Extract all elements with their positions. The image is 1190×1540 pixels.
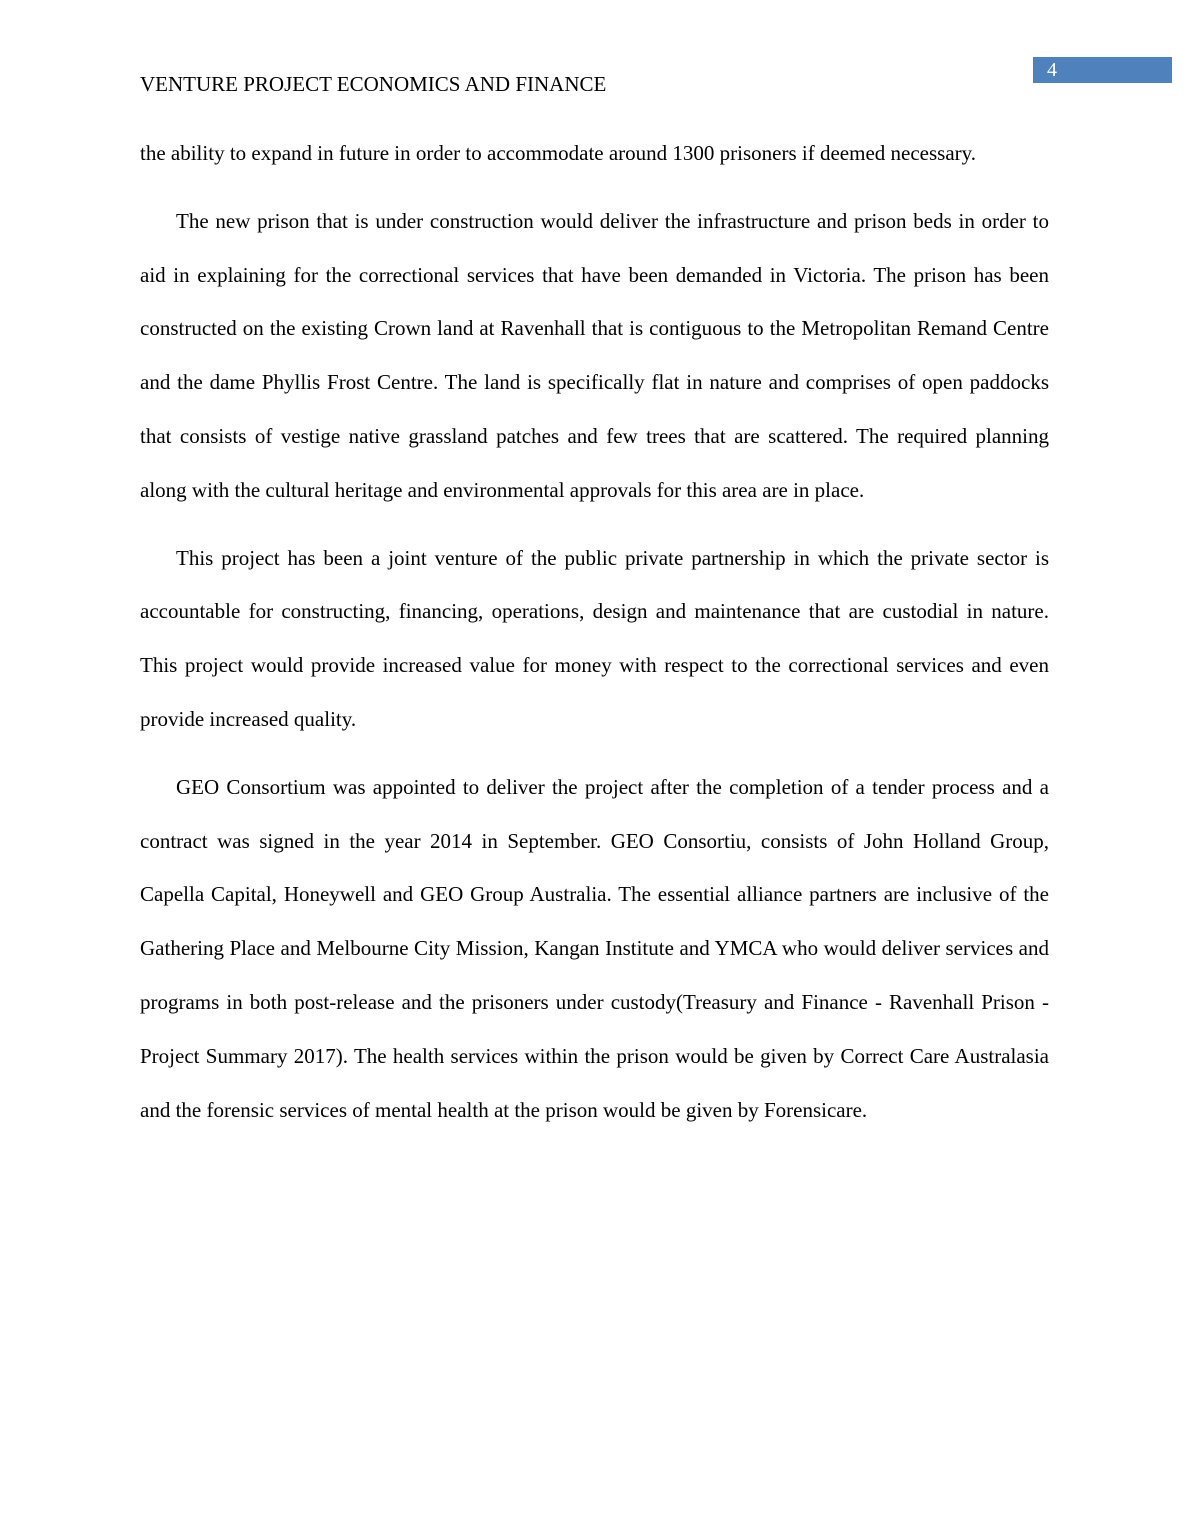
document-body [140,127,1049,1151]
paragraph-geo-consortium: GEO Consortium was appointed to deliver the project after the completion of a tender process and a contract was signed in the year 2014 in September. GEO Consortiu, consists of John Holland Group, Capella Capital, Honeywell and GEO Group Australia. The essential alliance partners are inclusive of the Gathering Place and Melbourne City Mission, Kangan Institute and YMCA who would deliver services and programs in both post-release and the prisoners under custody(Treasury and Finance - Ravenhall Prison - Project Summary 2017). The health services within the prison would be given by Correct Care Australasia and the forensic services of mental health at the prison would be given by Forensicare. [140,774,1049,1122]
page-number: 4 [1047,59,1057,81]
paragraph-joint-venture: This project has been a joint venture of the public private partnership in which the private sector is accountable for constructing, financing, operations, design and maintenance that are custodial in nature. This project would provide increased value for money with respect to the correctional services and even provide increased quality. [140,545,1049,731]
paragraph-continued: the ability to expand in future in order to accommodate around 1300 prisoners if deemed necessary. [140,141,977,165]
page-number-box [1033,57,1172,83]
paragraph-new-prison: The new prison that is under construction would deliver the infrastructure and prison beds in order to aid in explaining for the correctional services that have been demanded in Victoria. The prison has been constructed on the existing Crown land at Ravenhall that is contiguous to the Metropolitan Remand Centre and the dame Phyllis Frost Centre. The land is specifically flat in nature and comprises of open paddocks that consists of vestige native grassland patches and few trees that are scattered. The required planning along with the cultural heritage and environmental approvals for this area are in place. [140,208,1049,502]
running-head: VENTURE PROJECT ECONOMICS AND FINANCE [140,72,607,96]
